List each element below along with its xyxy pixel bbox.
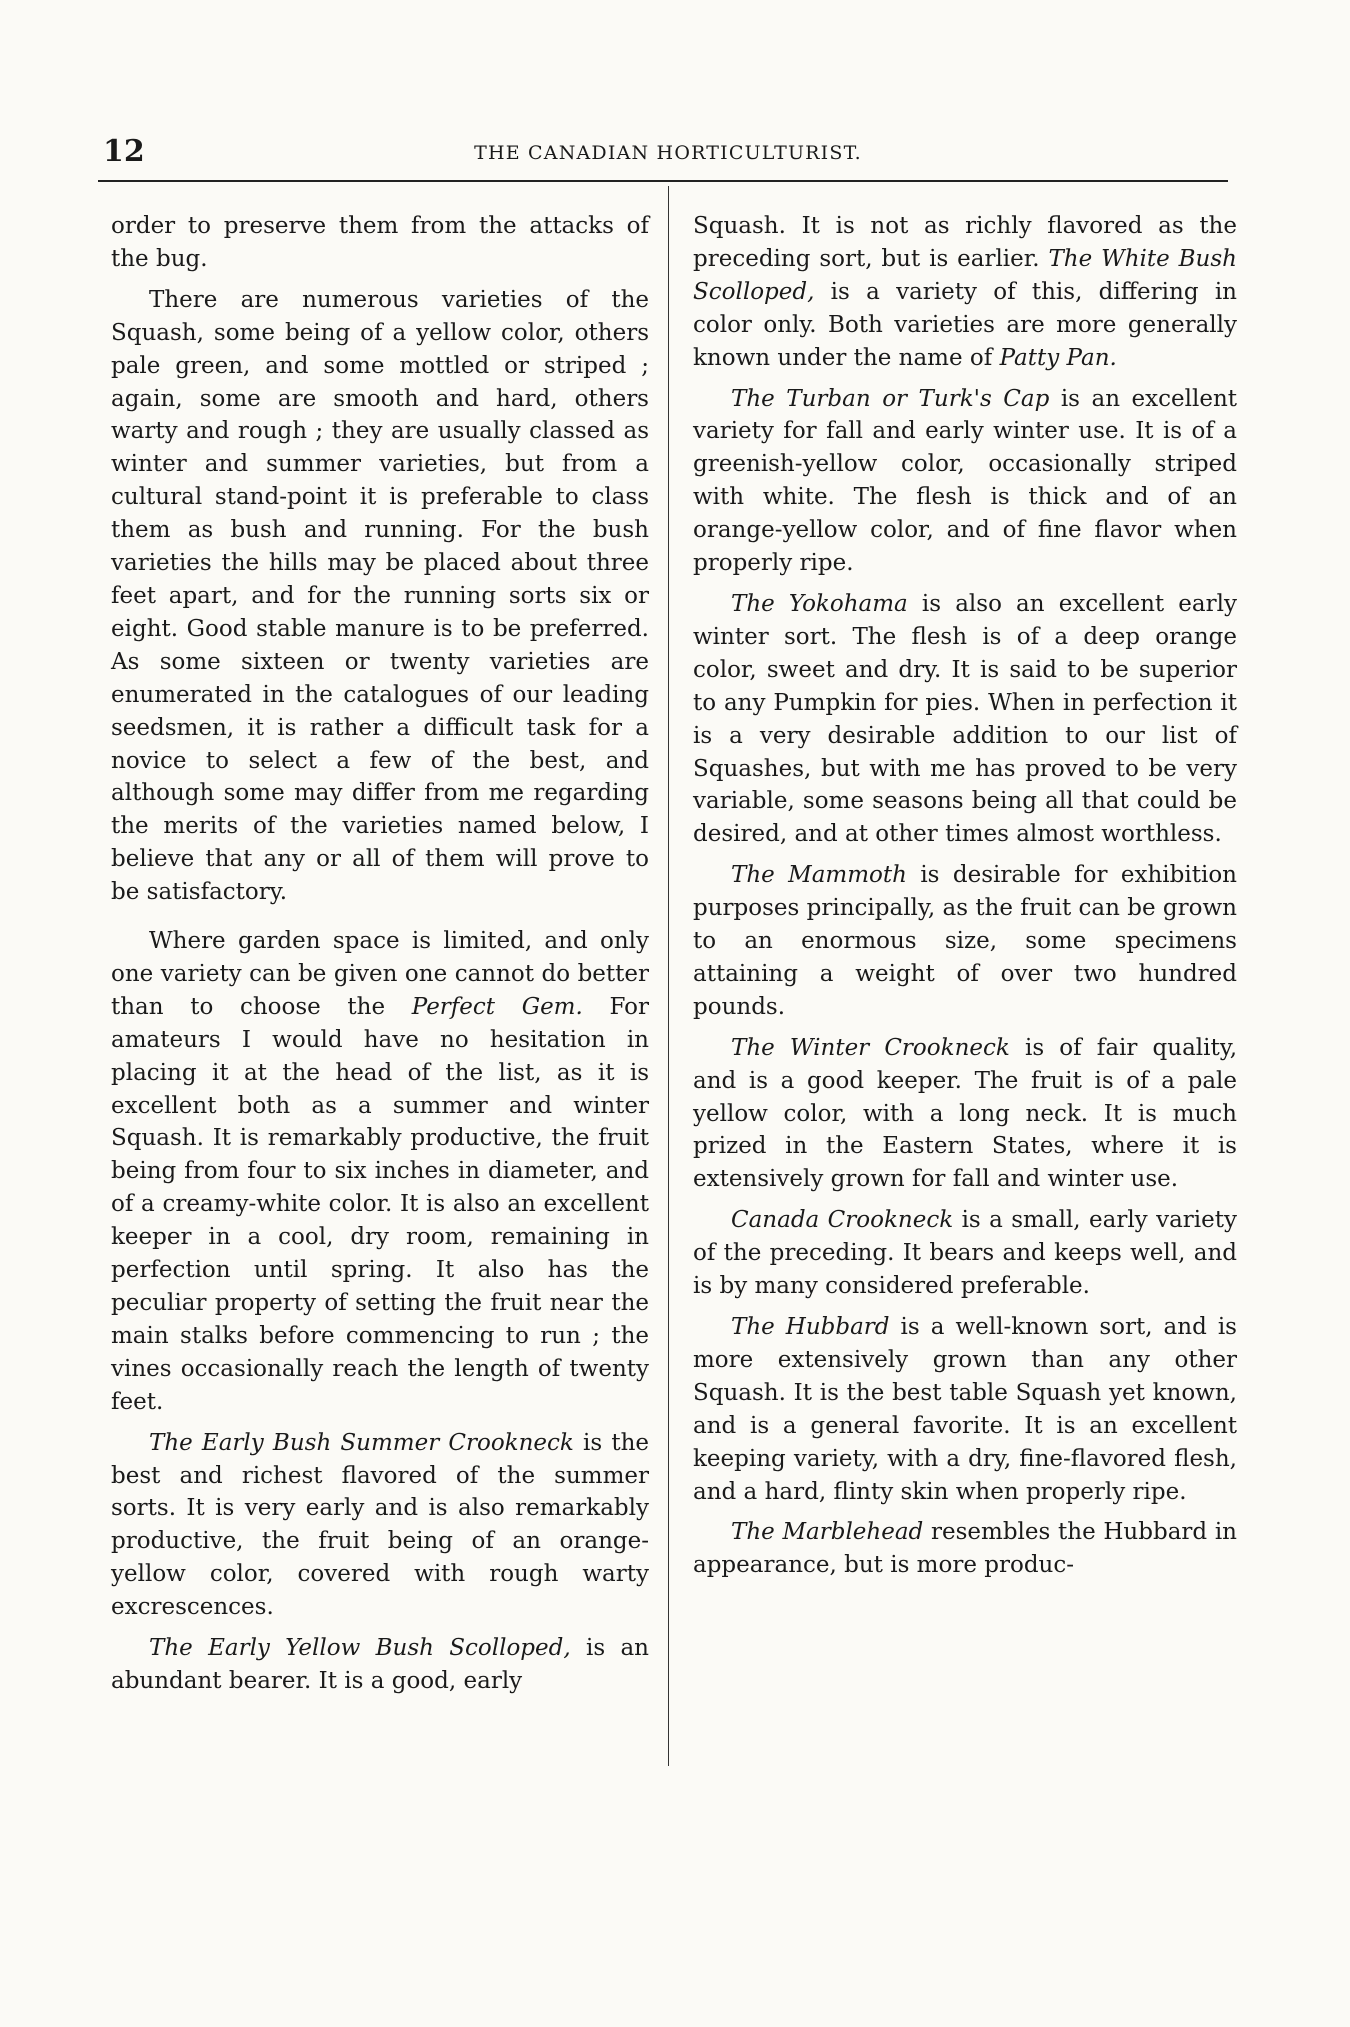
variety-name: The Hubbard <box>731 1314 890 1340</box>
paragraph <box>693 588 1237 851</box>
text-run: is desirable for exhibition purposes principally, as the fruit can be grown to an enormous size, some specimens attaining a weight of over two hundred pounds. <box>693 862 1237 1020</box>
page-number: 12 <box>103 134 145 169</box>
paragraph <box>111 1427 649 1624</box>
variety-name: The Yokohama <box>731 590 908 617</box>
text-run: is an excellent variety for fall and early winter use. It is of a greenish-yellow color, occasionally striped with white. The flesh is thick and of an orange-yellow color, and of fine flavor when properly ripe. <box>693 385 1237 577</box>
paragraph <box>693 1311 1237 1508</box>
paragraph <box>111 1632 649 1698</box>
left-column <box>111 210 649 1706</box>
header-rule <box>98 180 1228 182</box>
text-run: is also an excellent early winter sort. The flesh is of a deep orange color, sweet and dry. It is said to be superior to any Pumpkin for pies. When in perfection it is a very desirable addition to our list of Squashes, but with me has proved to be very variable, some seasons being all that could be desired, and at other times almost worthless. <box>693 590 1237 848</box>
variety-name: Canada Crookneck <box>731 1207 954 1234</box>
paragraph <box>693 1516 1237 1582</box>
text-run: is the best and richest flavored of the summer sorts. It is very early and is also remarkably productive, the fruit being of an orange-yellow color, covered with rough warty excrescences. <box>111 1429 649 1621</box>
text-run: Squash. It is not as richly flavored as the preceding sort, but is earlier. <box>693 213 1237 272</box>
paragraph <box>693 859 1237 1024</box>
text-run: is a small, early variety of the preceding. It bears and keeps well, and is by many considered preferable. <box>693 1207 1237 1300</box>
text-run: is a well-known sort, and is more extensively grown than any other Squash. It is the best table Squash yet known, and is a general favorite. It is an excellent keeping variety, with a dry, fine-flavored flesh, and a hard, flinty skin when properly ripe. <box>693 1314 1237 1505</box>
text-run: resembles the Hubbard in appearance, but is more produc- <box>693 1519 1237 1579</box>
text-run: is of fair quality, and is a good keeper. The fruit is of a pale yellow color, with a long neck. It is much prized in the Eastern States, where it is extensively grown for fall and winter use. <box>693 1034 1238 1193</box>
variety-name: The Marblehead <box>731 1519 924 1546</box>
paragraph <box>693 210 1237 375</box>
variety-name: Patty Pan. <box>999 344 1117 371</box>
text-run: For amateurs I would have no hesitation in placing it at the head of the list, as it is excellent both as a summer and winter Squash. It is remarkably productive, the fruit being from four to six inches in diameter, and of a creamy-white color. It is also an excellent keeper in a cool, dry room, remaining in perfection until spring. It also has the peculiar property of setting the fruit near the main stalks before commencing to run ; the vines occasionally reach the length of twenty feet. <box>111 993 650 1415</box>
variety-name: The Winter Crookneck <box>731 1034 1010 1061</box>
variety-name: The Mammoth <box>731 862 907 889</box>
right-column <box>693 210 1237 1590</box>
variety-name: The Turban or Turk's Cap <box>731 385 1050 412</box>
paragraph <box>111 925 649 1419</box>
variety-name: The White Bush Scolloped, <box>693 245 1237 305</box>
text-run: There are numerous varieties of the Squash, some being of a yellow color, others pale green, and some mottled or striped ; again, some are smooth and hard, others warty and rough ; they are usually classed as winter and summer varieties, but from a cultural stand-point it is preferable to class them as bush and running. For the bush varieties the hills may be placed about three feet apart, and for the running sorts six or eight. Good stable manure is to be preferred. As some sixteen or twenty varieties are enumerated in the catalogues of our leading seedsmen, it is rather a difficult task for a novice to select a few of the best, and although some may differ from me regarding the merits of the varieties named below, I believe that any or all of them will prove to be satisfactory. <box>111 286 649 906</box>
page-header <box>103 132 1233 176</box>
variety-name: The Early Yellow Bush Scolloped, <box>149 1635 571 1662</box>
variety-name: The Early Bush Summer Crookneck <box>149 1429 574 1456</box>
paragraph <box>111 284 649 909</box>
column-divider <box>668 186 669 1766</box>
variety-name: Perfect Gem. <box>411 993 583 1020</box>
running-title: THE CANADIAN HORTICULTURIST. <box>474 142 862 164</box>
text-run: Where garden space is limited, and only one variety can be given one cannot do better than to choose the <box>111 928 649 1020</box>
text-run: order to preserve them from the attacks of the bug. <box>111 213 649 272</box>
paragraph <box>111 210 649 276</box>
paragraph <box>693 1204 1237 1303</box>
paragraph <box>693 383 1237 580</box>
text-run: is a variety of this, differing in color only. Both varieties are more generally known under the name of <box>693 278 1237 371</box>
paragraph <box>693 1032 1237 1197</box>
text-run: is an abundant bearer. It is a good, early <box>111 1635 649 1694</box>
